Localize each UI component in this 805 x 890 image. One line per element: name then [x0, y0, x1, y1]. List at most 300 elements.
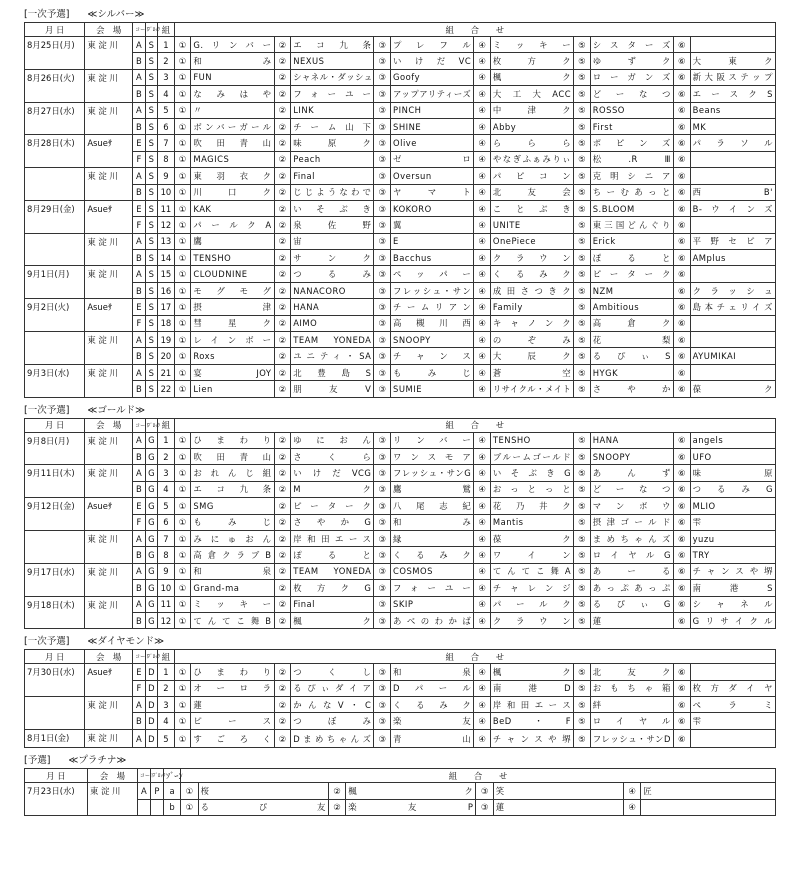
header-row	[25, 650, 776, 664]
slot-number: ②	[274, 37, 291, 53]
team-name: Gリサイクル	[690, 612, 775, 628]
header-block: ﾌﾞﾛｯｸ	[150, 769, 163, 783]
slot-number: ⑤	[574, 282, 591, 298]
slot-number: ⑥	[673, 266, 690, 282]
slot-number: ①	[174, 135, 191, 151]
team-name: UNITE	[490, 217, 573, 233]
team-name: SMG	[191, 498, 274, 514]
slot-number: ②	[274, 448, 291, 464]
slot-number: ⑥	[673, 250, 690, 266]
team-name: Beans	[690, 102, 775, 118]
slot-number: ⑥	[673, 282, 690, 298]
court-cell: F	[133, 151, 145, 167]
slot-number: ③	[374, 151, 391, 167]
schedule-table-gold	[24, 418, 776, 630]
table-row	[25, 315, 776, 331]
team-name: フォーユー	[391, 580, 474, 596]
match-venue: 東 淀 川	[85, 332, 133, 365]
match-date: 8月1日(金)	[25, 729, 85, 747]
match-venue: Asueｻ	[85, 664, 133, 697]
team-name: のぞみ	[490, 332, 573, 348]
team-name: 大東ク	[690, 53, 775, 69]
slot-number: ④	[623, 783, 640, 799]
team-name: ワンスモア	[391, 448, 474, 464]
team-name: 楓ク	[291, 612, 374, 628]
slot-number: ⑤	[574, 580, 591, 596]
slot-number: ⑥	[673, 580, 690, 596]
team-name: AMplus	[690, 250, 775, 266]
team-name: 八尾志紀	[391, 498, 474, 514]
slot-number: ④	[474, 332, 491, 348]
team-name: てんてこ舞B	[191, 612, 274, 628]
team-name: ひまわり	[191, 432, 274, 448]
slot-number: ①	[174, 184, 191, 200]
team-name: ペッパー	[391, 266, 474, 282]
slot-number: ⑥	[673, 680, 690, 696]
team-name: 楓ク	[490, 69, 573, 85]
slot-number: ③	[374, 713, 391, 729]
slot-number: ①	[174, 481, 191, 497]
slot-number: ④	[474, 348, 491, 364]
team-name: ぺラミ	[690, 697, 775, 713]
slot-number: ②	[274, 217, 291, 233]
slot-number: ①	[174, 498, 191, 514]
court-cell: B	[133, 580, 145, 596]
team-name: フォーユー	[291, 86, 374, 102]
match-date	[25, 697, 85, 730]
match-venue: 東 淀 川	[85, 563, 133, 596]
group-no-cell: 2	[158, 680, 175, 696]
team-name: 翼	[391, 217, 474, 233]
match-date: 8月27日(水)	[25, 102, 85, 135]
team-name: マンボウ	[590, 498, 673, 514]
team-name: 匠	[641, 783, 776, 799]
match-date: 8月28日(木)	[25, 135, 85, 168]
slot-number: ③	[374, 580, 391, 596]
slot-number: ⑥	[673, 697, 690, 713]
slot-number: ②	[274, 168, 291, 184]
slot-number: ②	[274, 381, 291, 397]
slot-number: ④	[474, 200, 491, 216]
group-no-cell: a	[163, 783, 180, 799]
slot-number: ⑤	[574, 299, 591, 315]
block-cell: G	[145, 530, 157, 546]
team-name: 彗星ク	[191, 315, 274, 331]
section-label: [一次予選]	[24, 9, 70, 20]
team-name: TRY	[690, 547, 775, 563]
header-venue: 会 場	[85, 418, 133, 432]
slot-number: ⑤	[574, 37, 591, 53]
slot-number: ④	[474, 448, 491, 464]
block-cell: S	[145, 299, 157, 315]
team-name: Lien	[191, 381, 274, 397]
court-cell	[137, 799, 150, 815]
court-cell: A	[133, 729, 145, 747]
header-combo: 組 合 せ	[181, 769, 776, 783]
match-venue: 東 淀 川	[85, 432, 133, 465]
team-name: Olive	[391, 135, 474, 151]
team-name: さやかG	[291, 514, 374, 530]
team-name: パピコン	[490, 168, 573, 184]
slot-number: ①	[174, 580, 191, 596]
court-cell: E	[133, 200, 145, 216]
table-row	[25, 135, 776, 151]
team-name: 雫	[690, 713, 775, 729]
header-combo: 組 合 せ	[174, 23, 775, 37]
team-name: 味原	[690, 465, 775, 481]
slot-number: ③	[374, 315, 391, 331]
slot-number: ⑤	[574, 563, 591, 579]
slot-number: ⑥	[673, 713, 690, 729]
slot-number: ⑥	[673, 448, 690, 464]
group-no-cell: 3	[158, 697, 175, 713]
slot-number: ②	[274, 680, 291, 696]
team-name: First	[590, 118, 673, 134]
slot-number: ②	[274, 86, 291, 102]
team-name: MLIO	[690, 498, 775, 514]
court-cell: B	[133, 86, 145, 102]
slot-number: ②	[274, 530, 291, 546]
slot-number: ②	[328, 783, 345, 799]
match-date: 7月23日(水)	[25, 783, 88, 816]
table-row	[25, 200, 776, 216]
slot-number: ⑥	[673, 596, 690, 612]
court-cell: A	[133, 530, 145, 546]
slot-number: ⑥	[673, 547, 690, 563]
slot-number: ⑤	[574, 596, 591, 612]
team-name: どーなつ	[590, 481, 673, 497]
team-name: Peach	[291, 151, 374, 167]
team-name: つくし	[291, 664, 374, 680]
slot-number: ②	[274, 432, 291, 448]
team-name: SHINE	[391, 118, 474, 134]
slot-number: ①	[174, 299, 191, 315]
team-name: 絆	[590, 697, 673, 713]
header-court: コート	[137, 769, 150, 783]
team-name: TEAM YONEDA	[291, 332, 374, 348]
table-row	[25, 514, 776, 530]
match-date: 9月17日(水)	[25, 563, 85, 596]
slot-number: ⑤	[574, 135, 591, 151]
block-cell: G	[145, 448, 157, 464]
slot-number: ④	[474, 233, 491, 249]
slot-number: ④	[474, 86, 491, 102]
match-venue: 東 淀 川	[85, 697, 133, 730]
header-row	[25, 23, 776, 37]
table-row	[25, 547, 776, 563]
block-cell: D	[145, 729, 157, 747]
header-no: 組	[158, 23, 175, 37]
team-name: ヤマト	[391, 184, 474, 200]
group-no-cell: 11	[158, 596, 175, 612]
slot-number: ③	[374, 135, 391, 151]
court-cell: A	[133, 332, 145, 348]
slot-number: ⑤	[574, 151, 591, 167]
slot-number: ③	[374, 69, 391, 85]
block-cell: S	[145, 332, 157, 348]
team-name: かんなV・C	[291, 697, 374, 713]
slot-number: ④	[474, 53, 491, 69]
slot-number: ⑥	[673, 530, 690, 546]
group-no-cell: 10	[158, 184, 175, 200]
table-row	[25, 151, 776, 167]
group-no-cell: 11	[158, 200, 175, 216]
team-name: 高倉ク	[590, 315, 673, 331]
slot-number: ⑥	[673, 86, 690, 102]
team-name: Grand-ma	[191, 580, 274, 596]
team-name: 克明シニア	[590, 168, 673, 184]
slot-number: ③	[374, 102, 391, 118]
slot-number: ①	[174, 432, 191, 448]
slot-number: ③	[374, 381, 391, 397]
block-cell: S	[145, 282, 157, 298]
team-name: KOKORO	[391, 200, 474, 216]
table-row	[25, 465, 776, 481]
slot-number: ②	[274, 596, 291, 612]
slot-number: ④	[474, 465, 491, 481]
match-date	[25, 332, 85, 365]
slot-number: ⑤	[574, 530, 591, 546]
slot-number: ⑤	[574, 200, 591, 216]
slot-number: ①	[174, 53, 191, 69]
group-no-cell: 20	[158, 348, 175, 364]
table-row	[25, 69, 776, 85]
slot-number: ⑥	[673, 664, 690, 680]
match-date: 9月1日(月)	[25, 266, 85, 299]
slot-number: ①	[174, 86, 191, 102]
slot-number: ⑤	[574, 217, 591, 233]
team-name: エースクS	[690, 86, 775, 102]
team-name: 楽友P	[346, 799, 476, 815]
court-cell: A	[133, 168, 145, 184]
slot-number: ④	[474, 596, 491, 612]
team-name: 北友ク	[590, 664, 673, 680]
team-name: シャネル	[690, 596, 775, 612]
match-venue: Asueｻ	[85, 135, 133, 168]
team-name: Erick	[590, 233, 673, 249]
slot-number: ④	[474, 135, 491, 151]
header-date: 月 日	[25, 418, 85, 432]
team-name: 北豊島S	[291, 364, 374, 380]
slot-number: ②	[274, 729, 291, 747]
team-name: ことぶき	[490, 200, 573, 216]
team-name: ゼロ	[391, 151, 474, 167]
slot-number: ⑤	[574, 69, 591, 85]
header-row	[25, 769, 776, 783]
slot-number: ①	[174, 315, 191, 331]
section-label: [一次予選]	[24, 636, 70, 648]
block-cell: S	[145, 233, 157, 249]
slot-number: ⑥	[673, 217, 690, 233]
court-cell: A	[133, 432, 145, 448]
team-name: るぴ友	[198, 799, 328, 815]
slot-number: ⑤	[574, 680, 591, 696]
slot-number: ⑤	[574, 381, 591, 397]
slot-number: ⑤	[574, 102, 591, 118]
team-name: 高倉クラブB	[191, 547, 274, 563]
slot-number: ⑥	[673, 498, 690, 514]
team-name: 泉佐野	[291, 217, 374, 233]
slot-number: ②	[274, 69, 291, 85]
slot-number: ①	[174, 217, 191, 233]
slot-number: ②	[274, 184, 291, 200]
slot-number: ①	[174, 69, 191, 85]
team-name: 〃	[191, 102, 274, 118]
team-name: チーム山下	[291, 118, 374, 134]
team-name: Final	[291, 596, 374, 612]
match-date: 8月29日(金)	[25, 200, 85, 233]
section-name: ≪ダイヤモンド≫	[87, 636, 165, 648]
slot-number: ②	[274, 481, 291, 497]
slot-number: ⑥	[673, 299, 690, 315]
team-name: ちーむあっと	[590, 184, 673, 200]
team-name: 楓ク	[490, 664, 573, 680]
section-name: ≪ゴールド≫	[87, 404, 146, 416]
slot-number: ⑥	[673, 135, 690, 151]
table-row	[25, 729, 776, 747]
court-cell: F	[133, 315, 145, 331]
team-name: チャンス	[391, 348, 474, 364]
team-name: HYGK	[590, 364, 673, 380]
schedule-table-diamond	[24, 649, 776, 748]
slot-number: ③	[374, 86, 391, 102]
group-no-cell: 3	[158, 69, 175, 85]
match-venue: 東 淀 川	[85, 37, 133, 70]
team-name: SUMIE	[391, 381, 474, 397]
group-no-cell: 16	[158, 282, 175, 298]
team-name: 吹田青山	[191, 448, 274, 464]
table-row	[25, 37, 776, 53]
team-name: 和泉	[191, 563, 274, 579]
slot-number: ③	[374, 118, 391, 134]
block-cell: G	[145, 547, 157, 563]
slot-number: ①	[174, 448, 191, 464]
slot-number: ④	[474, 547, 491, 563]
block-cell: G	[145, 612, 157, 628]
match-date: 9月3日(水)	[25, 364, 85, 397]
match-venue: 東 淀 川	[85, 465, 133, 498]
team-name: 新大阪ステップ	[690, 69, 775, 85]
block-cell: S	[145, 348, 157, 364]
match-date	[25, 233, 85, 266]
team-name: 和泉	[391, 664, 474, 680]
court-cell: E	[133, 135, 145, 151]
team-name: 中津ク	[490, 102, 573, 118]
match-venue: 東 淀 川	[85, 596, 133, 629]
court-cell: A	[133, 102, 145, 118]
slot-number: ④	[474, 102, 491, 118]
court-cell: B	[133, 547, 145, 563]
slot-number: ④	[474, 315, 491, 331]
group-no-cell: 6	[158, 514, 175, 530]
match-venue: Asueｻ	[85, 498, 133, 531]
team-name: くるみク	[391, 547, 474, 563]
slot-number: ⑥	[673, 184, 690, 200]
team-name: いけだVC	[391, 53, 474, 69]
group-no-cell: 3	[158, 465, 175, 481]
header-combo: 組 合 せ	[174, 418, 775, 432]
group-no-cell: 4	[158, 713, 175, 729]
table-row	[25, 168, 776, 184]
team-name: エコ九条	[291, 37, 374, 53]
block-cell: G	[145, 596, 157, 612]
team-name: あーる	[590, 563, 673, 579]
table-row	[25, 102, 776, 118]
block-cell: G	[145, 432, 157, 448]
block-cell: G	[145, 514, 157, 530]
team-name: まめちゃんズ	[590, 530, 673, 546]
slot-number: ⑥	[673, 151, 690, 167]
court-cell: B	[133, 118, 145, 134]
slot-number: ②	[274, 200, 291, 216]
slot-number: ⑥	[673, 315, 690, 331]
team-name: レインボー	[191, 332, 274, 348]
team-name: NZM	[590, 282, 673, 298]
match-date: 9月2日(火)	[25, 299, 85, 332]
team-name: いそぶきG	[490, 465, 573, 481]
team-name: 雫	[690, 514, 775, 530]
team-name: ボンバーガール	[191, 118, 274, 134]
slot-number: ②	[274, 299, 291, 315]
team-name: Ambitious	[590, 299, 673, 315]
slot-number: ③	[374, 481, 391, 497]
header-no: 組	[158, 418, 175, 432]
team-name: Roxs	[191, 348, 274, 364]
slot-number: ⑤	[574, 118, 591, 134]
match-venue: 東 淀 川	[85, 266, 133, 299]
table-row	[25, 299, 776, 315]
slot-number: ④	[474, 250, 491, 266]
slot-number: ①	[174, 612, 191, 628]
court-cell: A	[137, 783, 150, 799]
team-name: アップアリティーズ	[391, 86, 474, 102]
team-name	[690, 315, 775, 331]
team-name: 葆ク	[490, 530, 573, 546]
header-combo: 組 合 せ	[174, 650, 775, 664]
team-name: 和み	[391, 514, 474, 530]
court-cell: B	[133, 53, 145, 69]
team-name: Abby	[490, 118, 573, 134]
team-name: つるみ	[291, 266, 374, 282]
block-cell: S	[145, 250, 157, 266]
team-name: 笑	[493, 783, 623, 799]
table-row	[25, 381, 776, 397]
slot-number: ②	[274, 563, 291, 579]
table-row	[25, 481, 776, 497]
team-name: 鷹	[191, 233, 274, 249]
slot-number: ③	[374, 53, 391, 69]
court-cell: A	[133, 69, 145, 85]
header-venue: 会 場	[87, 769, 137, 783]
slot-number: ④	[474, 168, 491, 184]
slot-number: ③	[374, 184, 391, 200]
team-name: 東三国どんぐり	[590, 217, 673, 233]
header-court: コート	[133, 418, 145, 432]
team-name: 宙	[291, 233, 374, 249]
slot-number: ③	[374, 266, 391, 282]
slot-number: ④	[474, 612, 491, 628]
team-name: Dパール	[391, 680, 474, 696]
team-name: リサイクル・メイト	[490, 381, 573, 397]
match-venue: 東 淀 川	[85, 530, 133, 563]
section-label: [一次予選]	[24, 404, 70, 416]
court-cell: B	[133, 713, 145, 729]
slot-number: ③	[374, 465, 391, 481]
slot-number: ⑥	[673, 53, 690, 69]
slot-number: ①	[174, 266, 191, 282]
team-name: ピーターク	[291, 498, 374, 514]
table-row	[25, 664, 776, 680]
